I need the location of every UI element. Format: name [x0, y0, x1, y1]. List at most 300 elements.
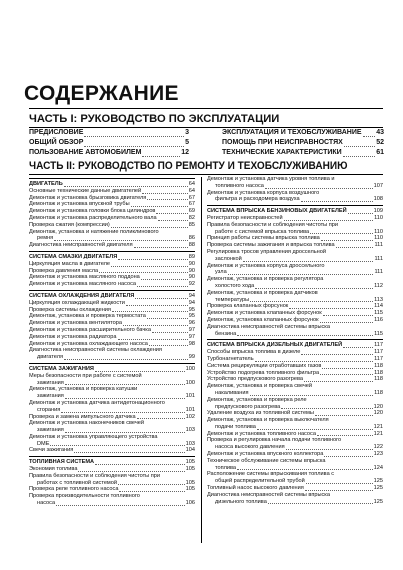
- toc-entry-page: 113: [374, 296, 383, 303]
- toc-entry-title: DME: [37, 440, 50, 447]
- toc-entry: [207, 349, 383, 356]
- toc-entry-title: Устройство предпускового разогрева: [207, 376, 304, 383]
- toc-entry-title: фильтра и расходомера воздуха: [215, 196, 300, 203]
- toc-entry-page: 124: [373, 464, 383, 471]
- toc-entry-title: Проверка системы зажигания и впрыска топлива: [207, 242, 335, 249]
- toc-entry: [29, 434, 195, 441]
- toc-entry-title: СИСТЕМА ЗАЖИГАНИЯ: [29, 365, 94, 372]
- dot-leader: [344, 146, 375, 147]
- toc-entry-title: Техническое обслуживание системы впрыска: [207, 457, 326, 464]
- dot-leader: [99, 272, 188, 273]
- toc-entry-page: 106: [185, 500, 195, 507]
- dot-leader: [250, 301, 373, 302]
- toc-entry-page: 90: [188, 274, 195, 281]
- toc-section-heading: [29, 251, 195, 261]
- toc-entry-page: 114: [374, 303, 383, 310]
- toc-entry-page: 86: [188, 235, 195, 242]
- toc-entry: [29, 208, 195, 215]
- toc-entry: [29, 274, 195, 281]
- toc-entry-page: 110: [374, 235, 383, 242]
- toc-entry-page: 67: [188, 201, 195, 208]
- toc-entry-title: Экономия топлива: [29, 466, 78, 473]
- dot-leader: [95, 464, 185, 465]
- toc-entry-title: Демонтаж и установка распределительного вала: [29, 214, 157, 221]
- toc-entry-title: бензина: [215, 330, 237, 337]
- toc-entry-page: 90: [188, 260, 195, 267]
- toc-entry-title: Основные технические данные двигателей: [29, 187, 142, 194]
- dot-leader: [78, 471, 184, 472]
- toc-entry-page: 101: [185, 406, 195, 413]
- toc-entry: [207, 242, 383, 249]
- toc-entry-title: Демонтаж и установка наконечников свечей: [29, 420, 144, 427]
- toc-section-heading: [29, 363, 195, 373]
- dot-leader: [284, 220, 374, 221]
- toc-entry-title: подачи топлива: [215, 423, 256, 430]
- toc-entry: [222, 148, 384, 158]
- toc-entry: [207, 190, 383, 197]
- toc-entry-title: Проверка и замена импульсного датчика: [29, 413, 136, 420]
- dot-leader: [321, 240, 373, 241]
- toc-entry-page: 92: [188, 281, 195, 288]
- toc-entry-title: двигателя: [37, 354, 63, 361]
- toc-entry-title: СИСТЕМА СМАЗКИ ДВИГАТЕЛЯ: [29, 253, 118, 260]
- dot-leader: [237, 335, 373, 336]
- toc-entry: [207, 499, 383, 506]
- toc-entry-page: 120: [373, 403, 383, 410]
- toc-entry: [207, 176, 383, 183]
- dot-leader: [158, 220, 188, 221]
- toc-entry-title: Демонтаж и установка вентилятора: [29, 320, 122, 327]
- toc-entry: [207, 410, 383, 417]
- toc-entry-title: узла: [215, 269, 227, 276]
- toc-entry: [207, 183, 383, 190]
- toc-entry: [29, 493, 195, 500]
- toc-entry-title: Демонтаж, установка и натяжение поликлинового: [29, 228, 159, 235]
- dot-leader: [131, 206, 188, 207]
- toc-entry-title: температуры: [215, 296, 250, 303]
- toc-entry-page: 88: [188, 242, 195, 249]
- toc-entry-title: Демонтаж и установка впускного коллектора: [207, 451, 324, 458]
- toc-entry-title: ПРЕДИСЛОВИЕ: [29, 129, 84, 136]
- toc-entry: [29, 128, 189, 138]
- toc-entry: [29, 441, 195, 448]
- toc-entry-title: Демонтаж и установка охлаждающего насоса: [29, 340, 148, 347]
- toc-entry-title: ЭКСПЛУАТАЦИЯ И ТЕХОБСЛУЖИВАНИЕ: [222, 129, 362, 136]
- toc-entry-page: 82: [188, 214, 195, 221]
- toc-entry-page: 98: [188, 340, 195, 347]
- dot-leader: [320, 374, 373, 375]
- toc-entry: [207, 424, 383, 431]
- toc-section-heading: [29, 290, 195, 300]
- toc-entry-page: 125: [373, 498, 383, 505]
- toc-entry: [222, 138, 384, 148]
- toc-entry-page: 121: [373, 430, 383, 437]
- dot-leader: [118, 339, 188, 340]
- toc-entry: [29, 466, 195, 473]
- toc-entry: [29, 327, 195, 334]
- toc-entry: [207, 383, 383, 390]
- toc-entry: [207, 229, 383, 236]
- toc-entry: [29, 347, 195, 354]
- toc-entry-page: 95: [188, 306, 195, 313]
- toc-entry: [207, 451, 383, 458]
- toc-entry: [207, 485, 383, 492]
- dot-leader: [250, 395, 374, 396]
- toc-entry-title: топливного насоса: [215, 182, 264, 189]
- toc-entry-title: насоса высокого давления: [215, 444, 285, 451]
- toc-entry-page: 12: [181, 149, 189, 156]
- toc-entry: [29, 380, 195, 387]
- toc-entry: [29, 268, 195, 275]
- toc-entry: [29, 281, 195, 288]
- toc-entry-title: Демонтаж и установка датчика антидетонационного: [29, 399, 165, 406]
- toc-entry-title: Демонтаж, установка и проверка регулятора: [207, 276, 324, 283]
- toc-entry: [29, 486, 195, 493]
- toc-entry-title: СИСТЕМА ВПРЫСКА БЕНЗИНОВЫХ ДВИГАТЕЛЕЙ: [207, 208, 347, 215]
- dot-leader: [323, 315, 373, 316]
- dot-leader: [126, 305, 188, 306]
- toc-entry-title: Демонтаж и установка брызговика двигателя: [29, 194, 147, 201]
- toc-entry: [207, 458, 383, 465]
- toc-entry-page: 100: [185, 379, 195, 386]
- toc-entry-title: Циркуляция охлаждающей жидкости: [29, 299, 125, 306]
- toc-entry-title: Турбонагнетатель: [207, 355, 254, 362]
- toc-entry-title: Демонтаж и установка клапанных форсунок: [207, 310, 322, 317]
- part-2-left-column: [29, 176, 195, 507]
- part-1-right-column: [222, 128, 384, 158]
- toc-entry-title: Проверка клапанных форсунок: [207, 303, 289, 310]
- toc-entry-title: ТЕХНИЧЕСКИЕ ХАРАКТЕРИСТИКИ: [222, 149, 342, 156]
- dot-leader: [147, 199, 187, 200]
- dot-leader: [343, 156, 376, 157]
- toc-entry-page: 64: [188, 181, 195, 187]
- dot-leader: [315, 415, 373, 416]
- toc-entry-page: 105: [185, 466, 195, 473]
- toc-entry-page: 118: [374, 369, 383, 376]
- toc-entry-title: зажигания: [37, 427, 64, 434]
- dot-leader: [324, 456, 372, 457]
- toc-entry-page: 90: [188, 267, 195, 274]
- toc-entry-page: 121: [373, 423, 383, 430]
- dot-leader: [123, 325, 188, 326]
- dot-leader: [64, 359, 188, 360]
- toc-entry-page: 122: [373, 444, 383, 451]
- toc-entry-title: Демонтаж и установка управляющего устройства: [29, 433, 158, 440]
- toc-entry-page: 105: [185, 486, 195, 493]
- dot-leader: [135, 298, 187, 299]
- title-rule: [29, 108, 383, 109]
- toc-entry: [29, 320, 195, 327]
- toc-entry: [29, 261, 195, 268]
- toc-entry-title: Демонтаж и установка масляного насоса: [29, 281, 136, 288]
- toc-entry-title: Демонтаж и установка корпуса дроссельного: [207, 262, 325, 269]
- dot-leader: [50, 445, 184, 446]
- toc-entry-title: Свечи зажигания: [29, 447, 74, 454]
- dot-leader: [61, 412, 184, 413]
- toc-entry-title: накаливания: [215, 389, 249, 396]
- toc-entry-title: Демонтаж и установка корпуса воздушного: [207, 189, 320, 196]
- toc-entry: [207, 356, 383, 363]
- toc-entry-title: Топливный насос высокого давления: [207, 485, 304, 492]
- toc-entry: [29, 447, 195, 454]
- toc-entry-page: 101: [185, 393, 195, 400]
- part-1-title: ЧАСТЬ I: РУКОВОДСТВО ПО ЭКСПЛУАТАЦИИ: [29, 113, 280, 125]
- toc-entry-page: 118: [374, 376, 383, 383]
- toc-entry: [29, 201, 195, 208]
- toc-entry-page: 112: [374, 282, 383, 289]
- toc-entry-page: 115: [374, 330, 383, 337]
- toc-entry-title: работе с системой впрыска топлива: [215, 228, 310, 235]
- toc-entry-page: 67: [188, 194, 195, 201]
- toc-entry-title: зажигания: [37, 393, 64, 400]
- toc-entry-title: Проверка сжатия (компрессии): [29, 221, 110, 228]
- toc-entry-page: 61: [376, 149, 384, 156]
- toc-entry: [207, 331, 383, 338]
- dot-leader: [84, 136, 184, 137]
- toc-entry-page: 116: [374, 316, 383, 323]
- toc-entry-title: Демонтаж и установка головки блока цилиндров: [29, 208, 156, 215]
- dot-leader: [65, 398, 185, 399]
- dot-leader: [147, 318, 188, 319]
- dot-leader: [305, 490, 373, 491]
- toc-entry: [29, 300, 195, 307]
- toc-entry-page: 102: [185, 413, 195, 420]
- toc-entry-page: 99: [188, 354, 195, 361]
- toc-entry: [207, 492, 383, 499]
- toc-entry-title: ДВИГАТЕЛЬ: [29, 181, 63, 187]
- toc-entry: [207, 397, 383, 404]
- toc-entry: [207, 222, 383, 229]
- toc-entry-title: Правила безопасности и соблюдения чистоты при: [29, 472, 161, 479]
- toc-entry-title: сгорания: [37, 406, 61, 413]
- dot-leader: [322, 368, 373, 369]
- toc-entry: [207, 276, 383, 283]
- part-2-title: ЧАСТЬ II: РУКОВОДСТВО ПО РЕМОНТУ И ТЕХОБСЛУЖИВАНИЮ: [29, 160, 348, 172]
- dot-leader: [141, 279, 188, 280]
- toc-entry-page: 125: [373, 478, 383, 485]
- toc-entry-title: Демонтаж, установка и проверка термостата: [29, 313, 146, 320]
- toc-entry: [29, 373, 195, 380]
- dot-leader: [142, 156, 180, 157]
- dot-leader: [320, 322, 373, 323]
- toc-entry: [29, 229, 195, 236]
- toc-entry: [207, 196, 383, 203]
- dot-leader: [112, 311, 188, 312]
- toc-entry: [207, 297, 383, 304]
- dot-leader: [65, 432, 185, 433]
- toc-entry-title: Проверка системы охлаждения: [29, 306, 111, 313]
- toc-entry: [207, 215, 383, 222]
- toc-entry: [29, 354, 195, 361]
- part-2-rule: [29, 174, 383, 175]
- toc-entry-page: 111: [374, 255, 383, 262]
- toc-entry: [29, 500, 195, 507]
- toc-section-heading: [207, 205, 383, 215]
- toc-entry-page: 115: [374, 310, 383, 317]
- dot-leader: [111, 227, 188, 228]
- dot-leader: [304, 381, 373, 382]
- toc-entry: [29, 313, 195, 320]
- toc-entry-page: 3: [185, 129, 189, 136]
- toc-entry-page: 43: [376, 129, 384, 136]
- part-2-right-column: [207, 176, 383, 505]
- toc-entry-title: Регистратор неисправностей: [207, 214, 283, 221]
- toc-entry-title: Удаление воздуха из топливной системы: [207, 410, 314, 417]
- toc-entry-title: Демонтаж, установка и проверка свечей: [207, 383, 313, 390]
- toc-entry-page: 94: [188, 299, 195, 306]
- dot-leader: [64, 186, 188, 187]
- toc-entry-title: Демонтаж и установка масляного поддона: [29, 274, 140, 281]
- toc-entry-title: Проверка и регулировка начала подачи топливного: [207, 437, 342, 444]
- dot-leader: [348, 213, 373, 214]
- toc-entry: [207, 303, 383, 310]
- toc-entry: [29, 138, 189, 148]
- toc-entry-title: Диагностика неисправностей системы впрыска: [207, 491, 330, 498]
- toc-entry: [29, 222, 195, 229]
- toc-entry-page: 100: [185, 365, 195, 372]
- toc-entry-page: 118: [374, 362, 383, 369]
- part-1-left-column: [29, 128, 189, 158]
- dot-leader: [134, 247, 188, 248]
- toc-entry-title: топлива: [215, 464, 237, 471]
- toc-entry-page: 97: [188, 333, 195, 340]
- toc-entry: [207, 263, 383, 270]
- toc-entry: [207, 290, 383, 297]
- dot-leader: [56, 505, 185, 506]
- dot-leader: [156, 213, 187, 214]
- toc-entry-title: Способы впрыска топлива в дизеле: [207, 349, 301, 356]
- toc-entry-page: 64: [188, 187, 195, 194]
- toc-entry-title: Меры безопасности при работе с системой: [29, 372, 142, 379]
- toc-entry-title: Демонтаж, установка и проверка выключателя: [207, 417, 329, 424]
- toc-entry: [207, 324, 383, 331]
- toc-entry: [207, 465, 383, 472]
- toc-entry-page: 120: [373, 410, 383, 417]
- toc-entry-title: предпускового разогрева: [215, 403, 281, 410]
- dot-leader: [310, 233, 373, 234]
- toc-entry-title: Демонтаж и установка расширительного бачка: [29, 326, 151, 333]
- toc-entry-title: Демонтаж, установка и проверка катушки: [29, 386, 138, 393]
- dot-leader: [74, 452, 184, 453]
- toc-entry-title: Правила безопасности и соблюдения чистоты при: [207, 221, 339, 228]
- dot-leader: [306, 483, 373, 484]
- toc-entry-page: 103: [185, 440, 195, 447]
- toc-entry-title: Демонтаж и установка датчика уровня топлива и: [207, 176, 335, 182]
- toc-entry-page: 104: [185, 447, 195, 454]
- toc-entry: [207, 417, 383, 424]
- toc-entry-title: Регулировка тросов управления дроссельной: [207, 248, 326, 255]
- toc-entry-title: Демонтаж, установка и проверка реле: [207, 396, 307, 403]
- toc-entry-page: 117: [374, 349, 383, 356]
- dot-leader: [237, 469, 373, 470]
- toc-entry-title: Система рециркуляции отработавших газов: [207, 362, 322, 369]
- toc-entry-page: 110: [374, 228, 383, 235]
- toc-entry: [29, 393, 195, 400]
- dot-leader: [317, 435, 373, 436]
- toc-entry-page: 110: [374, 214, 383, 221]
- toc-entry: [29, 307, 195, 314]
- toc-entry-title: Демонтаж, установка и проверка датчиков: [207, 289, 318, 296]
- toc-entry-title: СИСТЕМА ВПРЫСКА ДИЗЕЛЬНЫХ ДВИГАТЕЛЕЙ: [207, 342, 343, 349]
- dot-leader: [65, 384, 185, 385]
- toc-entry-title: Диагностика неисправностей системы охлаждения: [29, 347, 162, 354]
- toc-entry-page: 95: [188, 313, 195, 320]
- toc-entry-page: 96: [188, 320, 195, 327]
- toc-entry-title: Циркуляция масла в двигателе: [29, 260, 111, 267]
- toc-entry: [207, 390, 383, 397]
- toc-entry: [29, 480, 195, 487]
- toc-entry: [29, 334, 195, 341]
- toc-entry-title: ПОМОЩЬ ПРИ НЕИСПРАВНОСТЯХ: [222, 139, 343, 146]
- toc-entry: [29, 420, 195, 427]
- dot-leader: [257, 429, 373, 430]
- toc-entry: [207, 235, 383, 242]
- toc-entry-page: 109: [373, 208, 383, 215]
- dot-leader: [137, 286, 188, 287]
- toc-entry-title: насоса: [37, 500, 56, 507]
- toc-entry: [29, 407, 195, 414]
- dot-leader: [142, 193, 188, 194]
- toc-section-heading: [29, 456, 195, 466]
- toc-entry: [207, 256, 383, 263]
- dot-leader: [268, 503, 373, 504]
- dot-leader: [152, 332, 188, 333]
- toc-entry: [207, 437, 383, 444]
- toc-entry-page: 103: [185, 427, 195, 434]
- dot-leader: [84, 146, 184, 147]
- toc-entry-title: ПОЛЬЗОВАНИЕ АВТОМОБИЛЕМ: [29, 149, 142, 156]
- toc-entry-page: 107: [373, 182, 383, 189]
- toc-entry: [29, 215, 195, 222]
- toc-entry-title: Демонтаж, установка клапанных форсунок: [207, 316, 319, 323]
- toc-entry: [29, 473, 195, 480]
- toc-entry-title: ОБЩИЙ ОБЗОР: [29, 139, 84, 146]
- toc-entry-title: общей распределительной трубой: [215, 478, 305, 485]
- dot-leader: [118, 259, 188, 260]
- dot-leader: [228, 274, 374, 275]
- toc-entry: [207, 363, 383, 370]
- toc-entry-page: 5: [185, 139, 189, 146]
- toc-entry-title: СИСТЕМА ОХЛАЖДЕНИЯ ДВИГАТЕЛЯ: [29, 292, 135, 299]
- toc-entry-page: 85: [188, 221, 195, 228]
- toc-entry-title: ремня: [37, 235, 54, 242]
- toc-entry: [222, 128, 384, 138]
- toc-entry-page: 117: [374, 342, 383, 349]
- toc-entry-title: Демонтаж и установка радиатора: [29, 333, 117, 340]
- toc-section-heading: [29, 178, 195, 188]
- toc-entry: [207, 269, 383, 276]
- toc-entry: [29, 400, 195, 407]
- toc-entry-title: ТОПЛИВНАЯ СИСТЕМА: [29, 459, 95, 466]
- toc-entry-title: холостого хода: [215, 282, 255, 289]
- toc-entry-title: зажигания: [37, 379, 64, 386]
- dot-leader: [111, 266, 188, 267]
- dot-leader: [301, 354, 373, 355]
- toc-entry: [207, 310, 383, 317]
- toc-entry-page: 105: [185, 459, 195, 466]
- toc-entry-title: Проверка производительности топливного: [29, 493, 140, 500]
- toc-entry-title: Устройство подогрева топливного фильтра: [207, 369, 320, 376]
- toc-entry-page: 89: [188, 253, 195, 260]
- toc-entry: [207, 249, 383, 256]
- toc-entry-title: дизельного топлива: [215, 498, 267, 505]
- toc-entry: [207, 283, 383, 290]
- dot-leader: [265, 188, 373, 189]
- toc-entry: [207, 431, 383, 438]
- toc-entry: [29, 386, 195, 393]
- dot-leader: [255, 288, 373, 289]
- toc-entry-title: Демонтаж и установка впускной трубы: [29, 201, 130, 208]
